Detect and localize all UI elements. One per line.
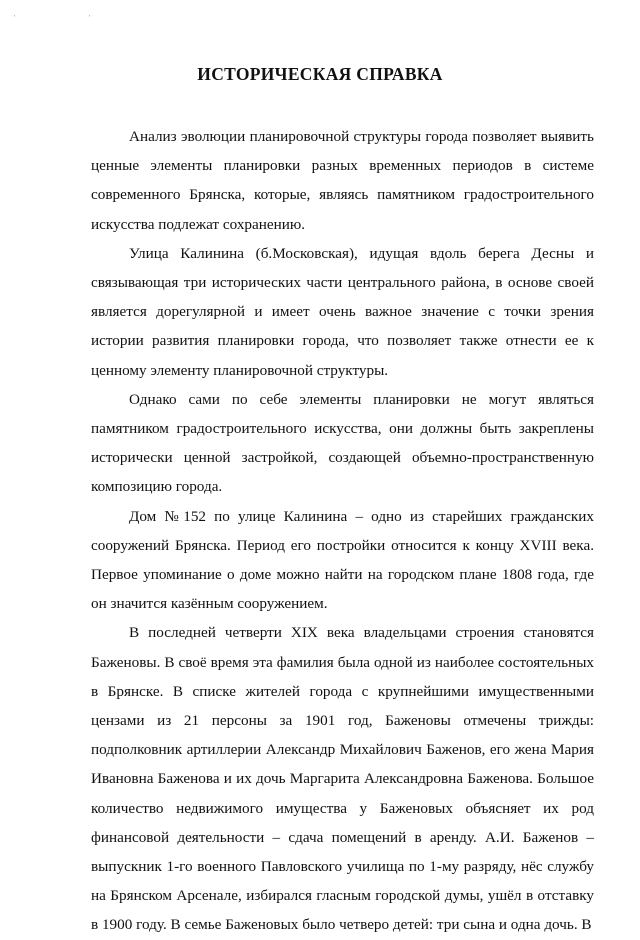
paragraph: Дом №152 по улице Калинина – одно из старейших гражданских сооружений Брянска. Период его постройки относится к концу XVIII века. Первое упоминание о доме можно найти на городском плане 1808 года, где он значится казённым сооружением.	[91, 507, 594, 613]
scan-marks: ' '	[14, 14, 127, 22]
paragraph: В последней четверти XIX века владельцами строения становятся Баженовы. В своё время эта фамилия была одной из наиболее состоятельных в Брянске. В списке жителей города с крупнейшими имущественными цензами из 21 персоны за 1901 год, Баженовы отмечены трижды: подполковник артиллерии Александр Михайлович Баженов, его жена Мария Ивановна Баженова и их дочь Маргарита Александровна Баженова. Большое количество недвижимого имущества у Баженовых объясняет их род финансовой деятельности – сдача помещений в аренду. А.И. Баженов – выпускник 1-го военного Павловского училища по 1-му разряду, нёс службу на Брянском Арсенале, избирался гласным городской думы, ушёл в отставку в 1900 году. В семье Баженовых было четверо детей: три сына и одна дочь. В	[91, 624, 594, 934]
paragraph: Улица Калинина (б.Московская), идущая вдоль берега Десны и связывающая три исторических части центрального района, в основе своей является дорегулярной и имеет очень важное значение с точки зрения истории развития планировки города, что позволяет также отнести ее к ценному элементу планировочной структуры.	[91, 244, 594, 379]
paragraph: Анализ эволюции планировочной структуры города позволяет выявить ценные элементы планировки разных временных периодов в системе современного Брянска, которые, являясь памятником градостроительного искусства подлежат сохранению.	[91, 128, 594, 233]
paragraph: Однако сами по себе элементы планировки не могут являться памятником градостроительного искусства, они должны быть закреплены исторически ценной застройкой, создающей объемно-пространственную композицию города.	[91, 390, 594, 496]
document-body	[91, 122, 594, 940]
document-title: ИСТОРИЧЕСКАЯ СПРАВКА	[197, 64, 443, 84]
